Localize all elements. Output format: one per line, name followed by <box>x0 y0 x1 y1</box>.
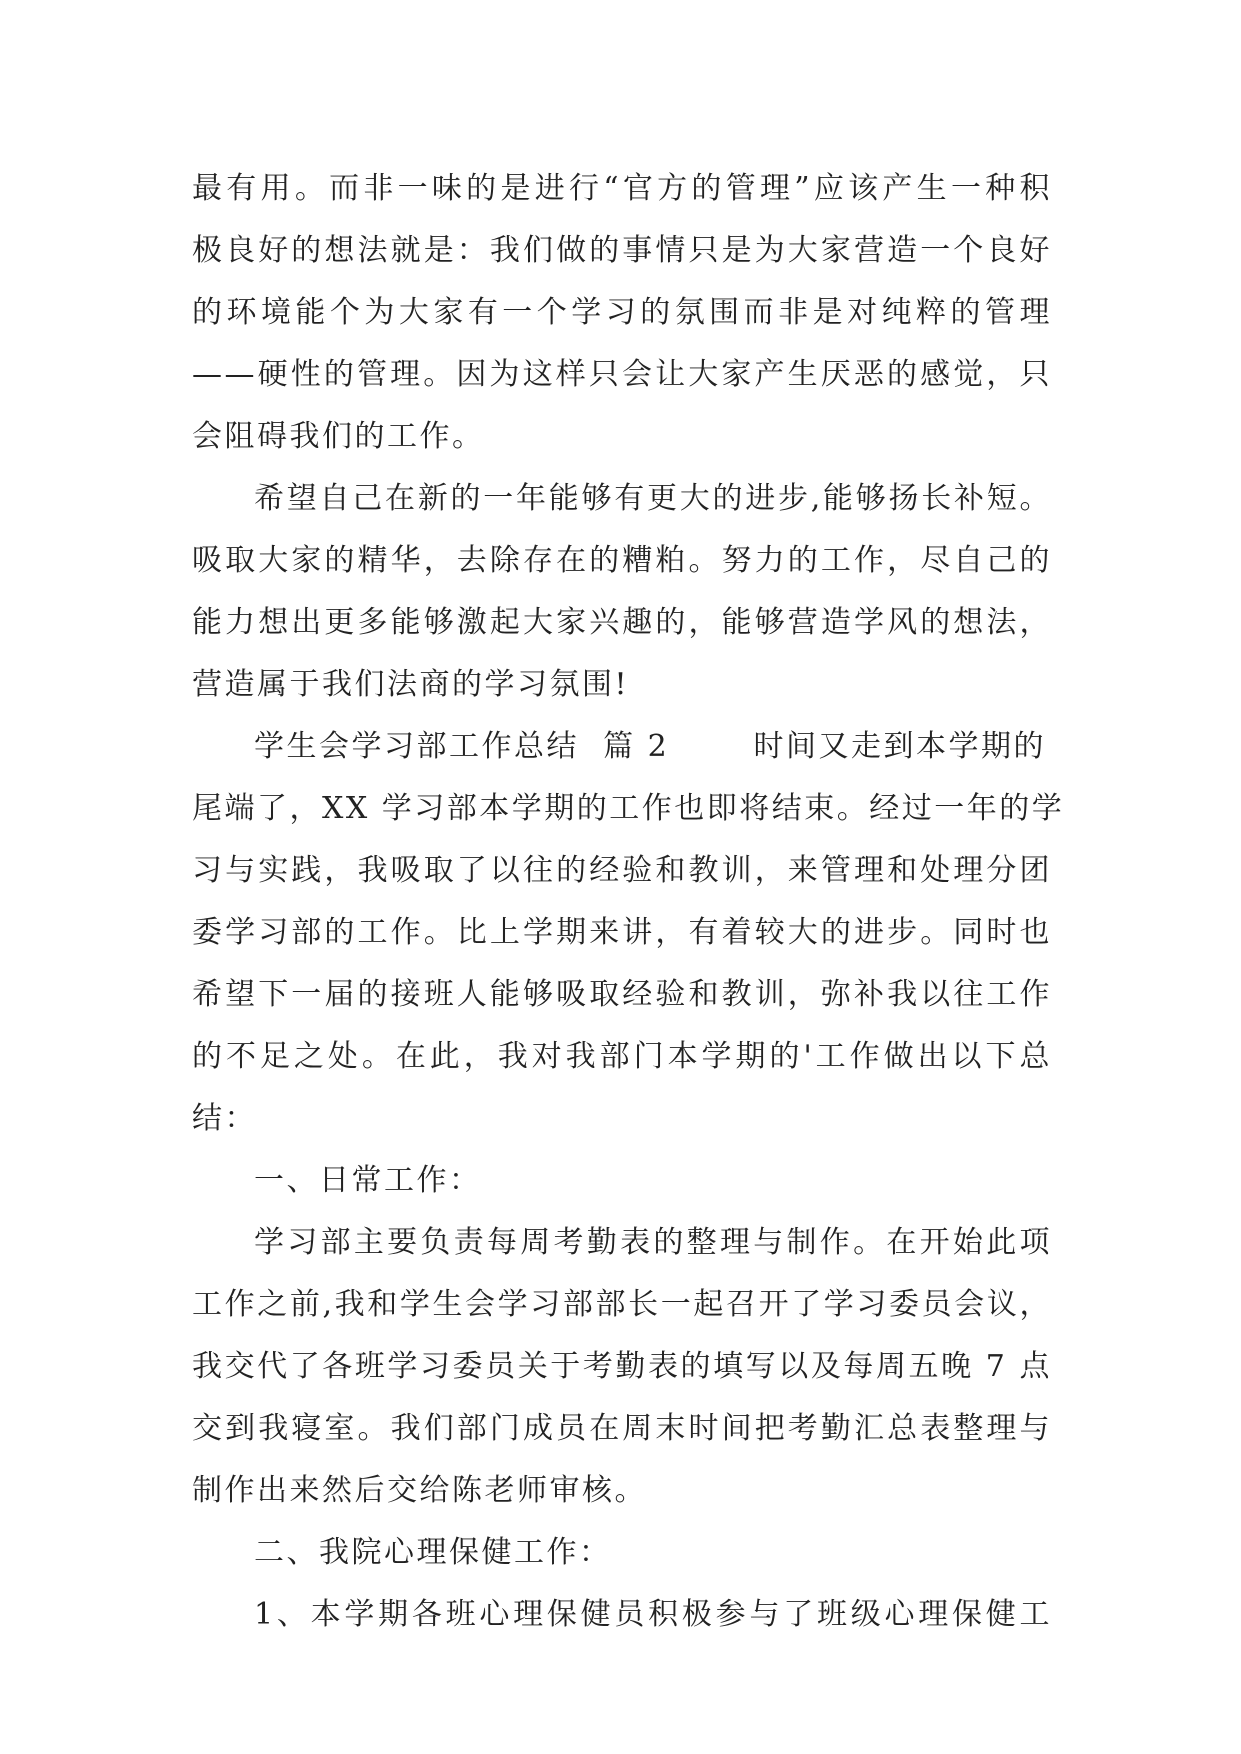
paragraph-line: 学习部主要负责每周考勤表的整理与制作。在开始此项 <box>254 1225 1052 1260</box>
section-heading-line: 学生会学习部工作总结 篇 2 时间又走到本学期的 <box>254 729 1046 764</box>
paragraph-line: 会阻碍我们的工作。 <box>192 419 485 454</box>
paragraph-line: 能力想出更多能够激起大家兴趣的，能够营造学风的想法， <box>192 605 1052 640</box>
paragraph-line: 吸取大家的精华，去除存在的糟粕。努力的工作，尽自己的 <box>192 543 1052 578</box>
paragraph-line: 的不足之处。在此，我对我部门本学期的'工作做出以下总 <box>192 1039 1052 1074</box>
subheading-line: 二、我院心理保健工作： <box>254 1535 612 1570</box>
paragraph-line: 委学习部的工作。比上学期来讲，有着较大的进步。同时也 <box>192 915 1052 950</box>
paragraph-line: 习与实践，我吸取了以往的经验和教训，来管理和处理分团 <box>192 853 1052 888</box>
paragraph-line: 工作之前,我和学生会学习部部长一起召开了学习委员会议， <box>192 1287 1052 1322</box>
paragraph-line: 我交代了各班学习委员关于考勤表的填写以及每周五晚 7 点 <box>192 1349 1052 1384</box>
paragraph-line: 希望自己在新的一年能够有更大的进步,能够扬长补短。 <box>254 481 1052 516</box>
paragraph-line: 交到我寝室。我们部门成员在周末时间把考勤汇总表整理与 <box>192 1411 1052 1446</box>
paragraph-line: 制作出来然后交给陈老师审核。 <box>192 1473 647 1508</box>
paragraph-line: 最有用。而非一味的是进行“官方的管理”应该产生一种积 <box>192 171 1052 206</box>
paragraph-line: 的环境能个为大家有一个学习的氛围而非是对纯粹的管理 <box>192 295 1052 330</box>
paragraph-line: 希望下一届的接班人能够吸取经验和教训，弥补我以往工作 <box>192 977 1052 1012</box>
paragraph-line: 结： <box>192 1101 257 1136</box>
paragraph-line: 1、本学期各班心理保健员积极参与了班级心理保健工 <box>254 1597 1052 1632</box>
paragraph-line: 营造属于我们法商的学习氛围! <box>192 667 630 702</box>
paragraph-line: ——硬性的管理。因为这样只会让大家产生厌恶的感觉，只 <box>192 357 1052 392</box>
document-body <box>192 158 1065 1646</box>
subheading-line: 一、日常工作： <box>254 1163 482 1198</box>
paragraph-line: 极良好的想法就是：我们做的事情只是为大家营造一个良好 <box>192 233 1052 268</box>
paragraph-line: 尾端了，XX 学习部本学期的工作也即将结束。经过一年的学 <box>192 791 1065 826</box>
